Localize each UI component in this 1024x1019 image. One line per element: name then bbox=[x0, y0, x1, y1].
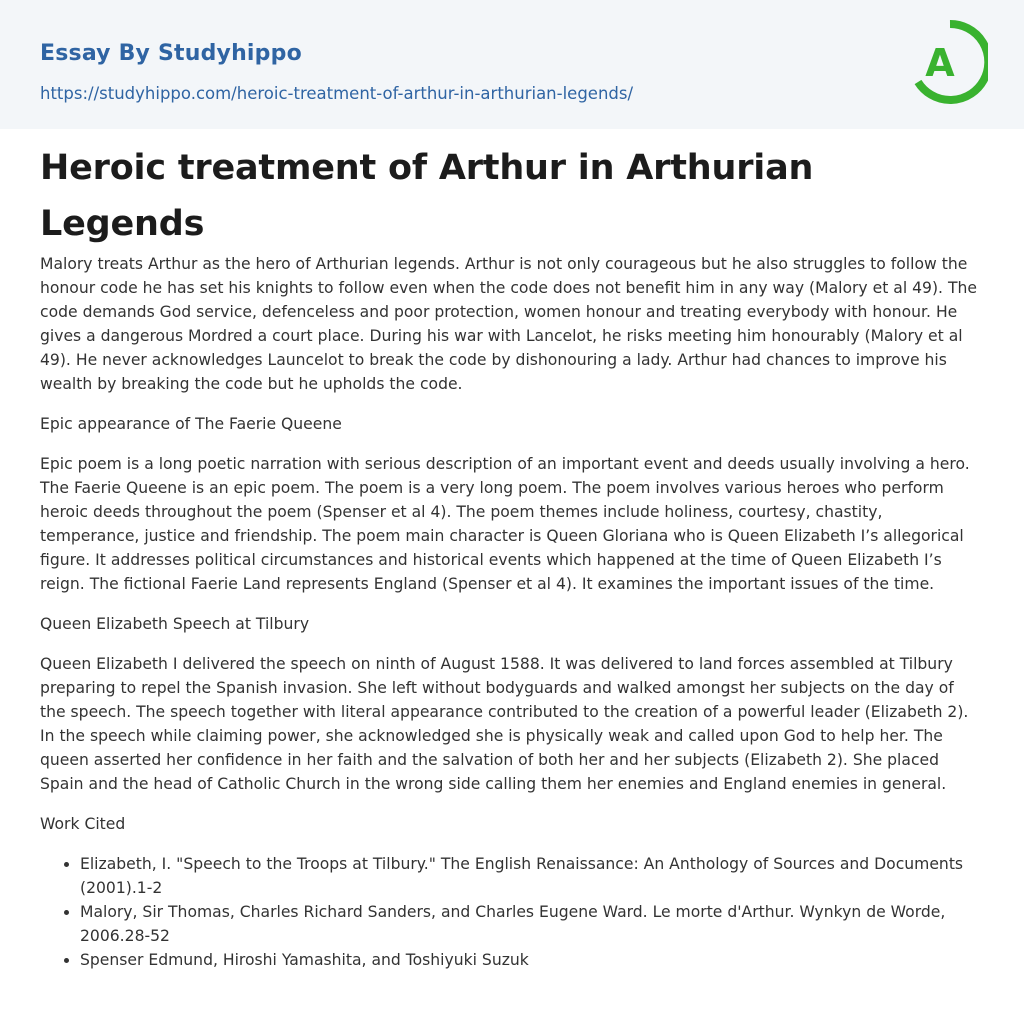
article-body bbox=[40, 140, 984, 972]
section-heading-work-cited: Work Cited bbox=[40, 815, 126, 833]
section-heading-faerie-queene: Epic appearance of The Faerie Queene bbox=[40, 415, 342, 433]
paragraph-intro: Malory treats Arthur as the hero of Arthurian legends. Arthur is not only courageous but he also struggles to follow the honour code he has set his knights to follow even when the code does not benefit him in any way (Malory et al 49). The code demands God service, defenceless and poor protection, women honour and treating everybody with honour. He gives a dangerous Mordred a court place. During his war with Lancelot, he risks meeting him honourably (Malory et al 49). He never acknowledges Launcelot to break the code by dishonouring a lady. Arthur had chances to improve his wealth by breaking the code but he upholds the code. bbox=[40, 255, 977, 393]
studyhippo-logo-icon[interactable] bbox=[910, 17, 988, 107]
brand-name[interactable]: Essay By Studyhippo bbox=[40, 41, 302, 66]
section-heading-tilbury: Queen Elizabeth Speech at Tilbury bbox=[40, 615, 310, 633]
article-title: Heroic treatment of Arthur in Arthurian Legends bbox=[40, 148, 814, 244]
paragraph-tilbury: Queen Elizabeth I delivered the speech on ninth of August 1588. It was delivered to land forces assembled at Tilbury preparing to repel the Spanish invasion. She left without bodyguards and walked amongst her subjects on the day of the speech. The speech together with literal appearance contributed to the creation of a powerful leader (Elizabeth 2). In the speech while claiming power, she acknowledged she is physically weak and called upon God to help her. The queen asserted her confidence in her faith and the salvation of both her and her subjects (Elizabeth 2). She placed Spain and the head of Catholic Church in the wrong side calling them her enemies and England enemies in general. bbox=[40, 655, 969, 793]
logo-letter: A bbox=[925, 41, 955, 85]
citation-item: • Spenser Edmund, Hiroshi Yamashita, and Toshiyuki Suzuk bbox=[80, 948, 984, 972]
citation-item: • Malory, Sir Thomas, Charles Richard Sanders, and Charles Eugene Ward. Le morte d'Arthur. Wynkyn de Worde, 2006.28-52 bbox=[80, 900, 984, 948]
citation-item: • Elizabeth, I. "Speech to the Troops at Tilbury." The English Renaissance: An Anthology of Sources and Documents (2001).1-2 bbox=[80, 852, 984, 900]
source-url-link[interactable]: https://studyhippo.com/heroic-treatment-of-arthur-in-arthurian-legends/ bbox=[40, 84, 634, 103]
paragraph-faerie-queene: Epic poem is a long poetic narration with serious description of an important event and deeds usually involving a hero. The Faerie Queene is an epic poem. The poem is a very long poem. The poem involves various heroes who perform heroic deeds throughout the poem (Spenser et al 4). The poem themes include holiness, courtesy, chastity, temperance, justice and friendship. The poem main character is Queen Gloriana who is Queen Elizabeth I’s allegorical figure. It addresses political circumstances and historical events which happened at the time of Queen Elizabeth I’s reign. The fictional Faerie Land represents England (Spenser et al 4). It examines the important issues of the time. bbox=[40, 455, 970, 593]
page-header bbox=[0, 0, 1024, 129]
citation-list bbox=[40, 852, 984, 972]
